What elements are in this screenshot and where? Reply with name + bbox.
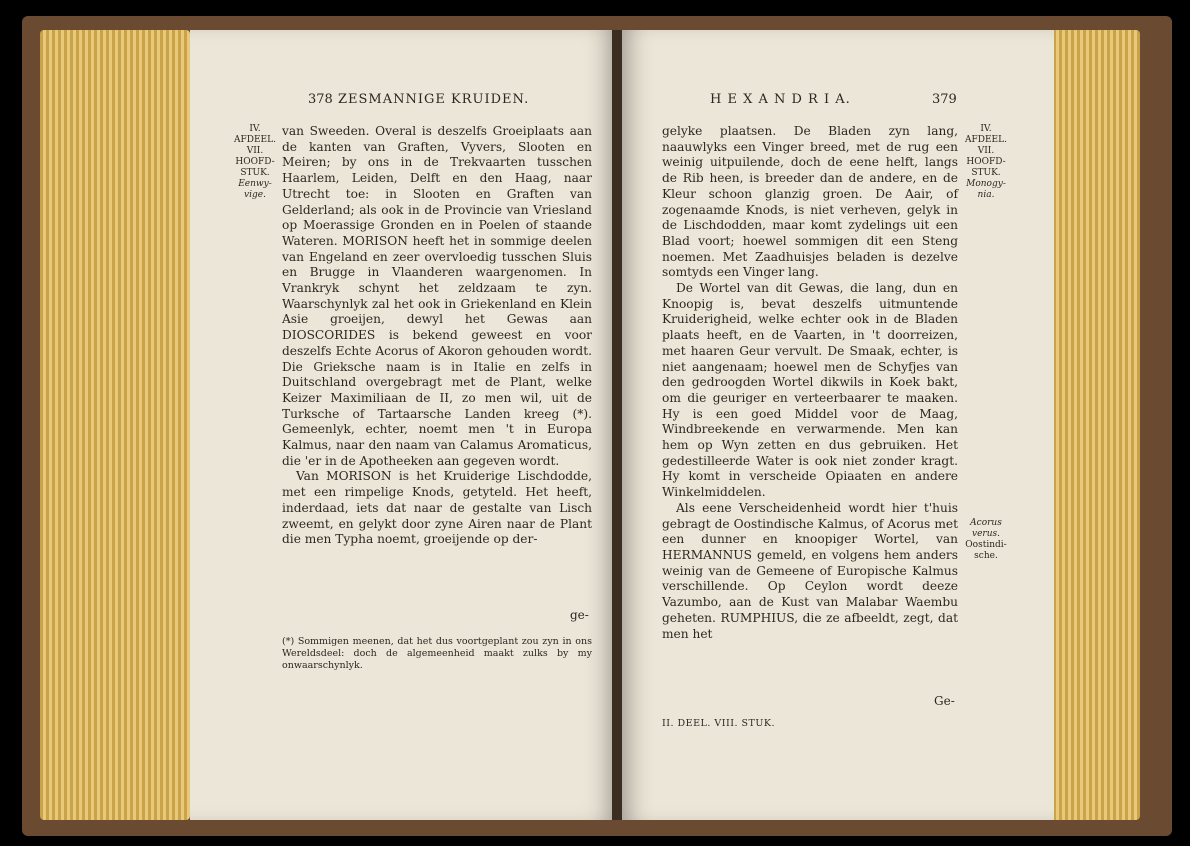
margin-line: sche.: [974, 551, 998, 561]
catchword: Ge-: [934, 694, 955, 708]
right-page: [622, 30, 1054, 820]
left-page: [190, 30, 615, 820]
page-edges-left: [40, 30, 190, 820]
paragraph: gelyke plaatsen. De Bladen zyn lang, naauwlyks een Vinger breed, met de rug een weinig uitpuilende, doch de eene helft, langs de Rib heen, is breeder dan de andere, en de Kleur schoon glanzig groen. De Aair, of zogenaamde Knods, is niet verheven, gelyk in de Lischdodden, maar komt zydelings uit een Blad voort; hoewel sommigen dit een Steng noemen. Met Zaadhuisjes beladen is dezelve somtyds een Vinger lang.: [662, 124, 958, 280]
margin-line: Eenwy-vige.: [238, 179, 272, 200]
margin-line: Oostindi-: [965, 540, 1007, 550]
signature-mark: II. DEEL. VIII. STUK.: [662, 718, 776, 729]
paragraph: Van MORISON is het Kruiderige Lischdodde, met een rimpelige Knods, getyteld. Het heeft, inderdaad, iets dat naar de gestalte van Lisch zweemt, en gelykt door zyne Airen naar de Plant die men Typha noemt, groeijende op der-: [282, 469, 592, 547]
margin-note: [960, 518, 1012, 562]
page-edges-right: [1050, 30, 1140, 820]
margin-line: IV.: [249, 124, 261, 134]
margin-line: VII.: [977, 146, 995, 156]
margin-line: STUK.: [240, 168, 270, 178]
margin-line: Monogy-nia.: [966, 179, 1006, 200]
margin-line: VII.: [246, 146, 264, 156]
body-text: [282, 124, 592, 548]
margin-line: STUK.: [971, 168, 1001, 178]
margin-line: Acorus verus.: [970, 518, 1002, 539]
paragraph: De Wortel van dit Gewas, die lang, dun en Knoopig is, bevat deszelfs uitmuntende Kruiderigheid, welke echter ook in de Bladen plaats heeft, en de Vaarten, in 't doorreizen, met haaren Geur vervult. De Smaak, echter, is niet aangenaam; hoewel men de Schyfjes van den gedroogden Wortel dikwils in Koek bakt, om die geuriger en verteerbaarer te maaken. Hy is een goed Middel voor de Maag, Windbreekende en verwarmende. Men kan hem op Wyn zetten en dus gebruiken. Het gedestilleerde Water is ook niet zonder kragt. Hy komt in verscheide Opiaaten en andere Winkelmiddelen.: [662, 281, 958, 500]
margin-line: HOOFD-: [235, 157, 275, 167]
margin-line: AFDEEL.: [234, 135, 276, 145]
page-number: 379: [932, 92, 957, 107]
running-header: H E X A N D R I A.: [710, 92, 851, 107]
margin-line: IV.: [980, 124, 992, 134]
footnote: (*) Sommigen meenen, dat het dus voortgeplant zou zyn in ons Wereldsdeel: doch de algemeenheid maakt zulks by my onwaarschynlyk.: [282, 636, 592, 671]
page-number: 378: [308, 92, 333, 107]
margin-note: [960, 124, 1012, 201]
catchword: ge-: [570, 608, 589, 622]
running-header: ZESMANNIGE KRUIDEN.: [338, 92, 530, 107]
paragraph: Als eene Verscheidenheid wordt hier t'huis gebragt de Oostindische Kalmus, of Acorus met een dunner en knoopiger Wortel, van HERMANNUS gemeld, en volgens hem anders weinig van de Gemeene of Europische Kalmus verschillende. Op Ceylon wordt deeze Vazumbo, aan de Kust van Malabar Waembu geheten. RUMPHIUS, die ze afbeeldt, zegt, dat men het: [662, 500, 958, 641]
margin-note: [230, 124, 280, 201]
body-text: [662, 124, 958, 642]
paragraph: van Sweeden. Overal is deszelfs Groeiplaats aan de kanten van Graften, Vyvers, Slooten en Meiren; by ons in de Trekvaarten tusschen Haarlem, Leiden, Delft en den Haag, naar Utrecht toe: in Slooten en Graften van Gelderland; als ook in de Provincie van Vriesland op Moerassige Gronden en in Poelen of staande Wateren. MORISON heeft het in sommige deelen van Engeland en zeer overvloedig tusschen Sluis en Brugge in Vlaanderen waargenomen. In Vrankryk schynt het zeldzaam te zyn. Waarschynlyk zal het ook in Griekenland en Klein Asie groeijen, dewyl het Gewas aan DIOSCORIDES is bekend geweest en voor deszelfs Echte Acorus of Akoron gehouden wordt. Die Grieksche naam is in Italie en zelfs in Duitschland overgebragt met de Plant, welke Keizer Maximiliaan de II, zo men wil, uit de Turksche of Tartaarsche Landen kreeg (*). Gemeenlyk, echter, noemt men 't in Europa Kalmus, naar den naam van Calamus Aromaticus, die 'er in de Apotheeken aan gegeven wordt.: [282, 124, 592, 468]
margin-line: HOOFD-: [966, 157, 1006, 167]
margin-line: AFDEEL.: [965, 135, 1007, 145]
